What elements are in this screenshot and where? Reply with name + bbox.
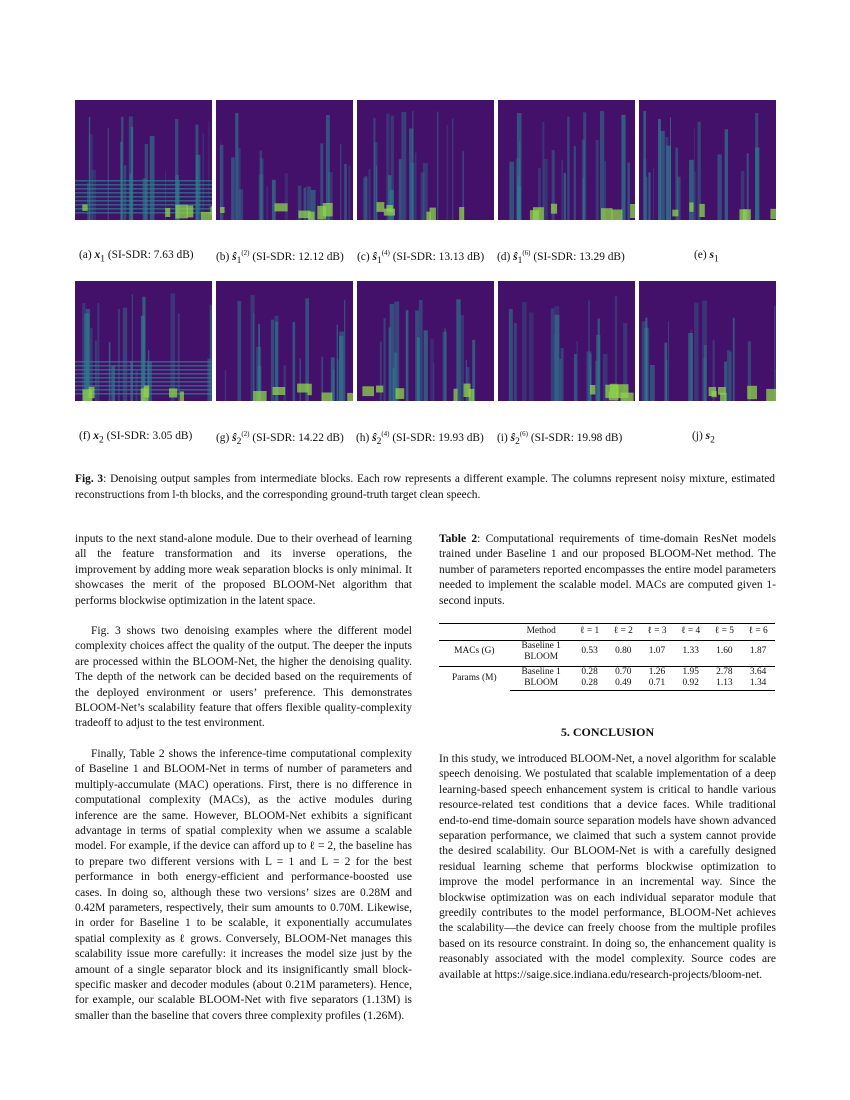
table-cell: 1.07 bbox=[640, 640, 674, 666]
table-header-cell: Method bbox=[526, 626, 556, 637]
spectrogram-texture bbox=[357, 281, 494, 401]
subcaption-h: (h) $ŝ_2^{(4)}$ (SI-SDR: 19.93 dB) bbox=[356, 430, 484, 448]
table-header-row bbox=[439, 624, 775, 641]
spectrogram-texture bbox=[639, 100, 776, 220]
spectrogram-texture bbox=[75, 281, 212, 401]
spectrogram-texture bbox=[498, 100, 635, 220]
table-header-cell: ℓ = 2 bbox=[613, 626, 633, 637]
spectrogram-texture bbox=[75, 100, 212, 220]
spectrogram-texture bbox=[357, 100, 494, 220]
subcaption-b: (b) $ŝ_1^{(2)}$ (SI-SDR: 12.12 dB) bbox=[216, 249, 344, 267]
method-cell: Baseline 1 bbox=[521, 666, 561, 677]
figure-row-1-captions bbox=[75, 249, 775, 265]
figure-row-2 bbox=[75, 281, 775, 401]
table-header-cell: ℓ = 5 bbox=[714, 626, 734, 637]
spectrogram-texture bbox=[216, 281, 353, 401]
subcaption-g: (g) $ŝ_2^{(2)}$ (SI-SDR: 14.22 dB) bbox=[216, 430, 344, 448]
spectrogram-texture bbox=[498, 281, 635, 401]
table-caption-label: Table 2 bbox=[439, 533, 478, 545]
table-cell: 1.95 bbox=[682, 666, 699, 677]
table-cell: 0.53 bbox=[573, 640, 607, 666]
figure-caption-label: Fig. 3 bbox=[75, 473, 104, 485]
right-column bbox=[439, 532, 776, 983]
table-cell: 0.28 bbox=[581, 666, 598, 677]
table-caption-text: : Computational requirements of time-domain ResNet models trained under Baseline 1 and our proposed BLOOM-Net method. The number of parameters reported encompasses the entire model parameters needed to implement the scalable model. MACs are computed given 1-second inputs. bbox=[439, 533, 776, 607]
row-label-params: Params (M) bbox=[452, 672, 497, 683]
table-header-cell: ℓ = 4 bbox=[681, 626, 701, 637]
table-cell: 0.28 bbox=[573, 678, 607, 690]
paragraph-1: inputs to the next stand-alone module. Due to their overhead of learning all the feature transformation and its inverse operations, the improvement by adding more weak separation blocks is only minimal. It showcases the merit of the proposed BLOOM-Net algorithm that performs blockwise optimization in the latent space. bbox=[75, 533, 412, 607]
figure-row-1 bbox=[75, 100, 775, 220]
table-cell: 3.64 bbox=[749, 666, 767, 677]
figure-caption bbox=[75, 471, 775, 503]
table-cell: 0.71 bbox=[640, 678, 674, 690]
spectrogram-a bbox=[75, 100, 212, 220]
table-cell: 1.26 bbox=[648, 666, 666, 677]
spectrogram-b bbox=[216, 100, 353, 220]
figure-caption-text: : Denoising output samples from intermediate blocks. Each row represents a different example. The columns represent noisy mixture, estimated reconstructions from l-th blocks, and the corresponding ground-truth target clean speech. bbox=[75, 473, 775, 501]
table-header-cell: ℓ = 1 bbox=[579, 626, 600, 637]
left-column bbox=[75, 532, 412, 1024]
table-cell: 0.49 bbox=[606, 678, 640, 690]
spectrogram-texture bbox=[216, 100, 353, 220]
spectrogram-j bbox=[639, 281, 776, 401]
spectrogram-e bbox=[639, 100, 776, 220]
table-row-params-baseline bbox=[439, 666, 775, 678]
spectrogram-texture bbox=[639, 281, 776, 401]
subcaption-j: (j) $s_2$ bbox=[692, 430, 715, 446]
subcaption-e: (e) $s_1$ bbox=[694, 249, 719, 265]
table-cell: 1.13 bbox=[708, 678, 742, 690]
paragraph-2: Fig. 3 shows two denoising examples where the different model complexity choices affect the quality of the output. The deeper the inputs are processed within the BLOOM-Net, the higher the denoising quality. The depth of the network can be decided based on the requirements of the deployed environment or users’ preference. This demonstrates BLOOM-Net’s scalability feature that offers flexible quality-complexity tradeoff to adjust to the test environment. bbox=[75, 625, 412, 730]
row-label-macs: MACs (G) bbox=[439, 640, 510, 666]
method-cell: BLOOM bbox=[510, 678, 573, 690]
figure-row-2-captions bbox=[75, 430, 775, 446]
table-cell: 1.60 bbox=[708, 640, 742, 666]
method-cell: Baseline 1 BLOOM bbox=[510, 640, 573, 666]
paragraph-3: Finally, Table 2 shows the inference-time computational complexity of Baseline 1 and BLOOM-Net in terms of number of parameters and multiply-accumulate (MAC) operations. First, there is no difference in computational complexity (MACs), as the active modules during inference are the same. However, BLOOM-Net exhibits a significant advantage in terms of spatial complexity when we assume a scalable model. For example, if the device can afford up to ℓ = 2, the baseline has to prepare two different versions with L = 1 and L = 2 for the best performance in both energy-efficient and performance-boosted use cases. In doing so, although these two versions’ sizes are 0.28M and 0.42M parameters, respectively, their sum amounts to 0.70M. Likewise, in order for Baseline 1 to be scalable, it exponentially accumulates spatial complexity as ℓ grows. Conversely, BLOOM-Net manages this scalability issue more carefully: it increases the model size just by the amount of a single separator block and its insignificantly small block-specific masker and decoder modules (about 0.21M parameters). Hence, for example, our scalable BLOOM-Net with five separators (1.13M) is smaller than the baseline that covers three complexity profiles (1.26M). bbox=[75, 747, 412, 1022]
table-header-cell: ℓ = 3 bbox=[647, 626, 667, 637]
spectrogram-h bbox=[357, 281, 494, 401]
spectrogram-c bbox=[357, 100, 494, 220]
table-cell: 0.92 bbox=[674, 678, 708, 690]
table-cell: 0.70 bbox=[615, 666, 632, 677]
table-cell: 1.34 bbox=[741, 678, 775, 690]
spectrogram-f bbox=[75, 281, 212, 401]
table-cell: 0.80 bbox=[606, 640, 640, 666]
table-cell: 1.33 bbox=[674, 640, 708, 666]
table-row-macs bbox=[439, 640, 775, 666]
conclusion-paragraph: In this study, we introduced BLOOM-Net, a novel algorithm for scalable speech denoising. We postulated that scalable implementation of a deep learning-based speech enhancement system is critical to handle various resource-related test conditions that a device faces. While traditional end-to-end time-domain source separation models have shown advanced separation performance, we claimed that such a system cannot provide the desired scalability. Our BLOOM-Net is with a carefully designed residual learning scheme that performs blockwise optimization to improve the model performance in an incremental way. Since the blockwise optimization was on each individual separator module that greedily contributes to the model performance, BLOOM-Net achieves the scalability—the device can freely choose from the multiple profiles based on its resource constraint. In doing so, the enhancement quality is reasonably associated with the model complexity. Source codes are available at https://saige.sice.indiana.edu/research-projects/bloom-net. bbox=[439, 752, 776, 981]
table-cell: 2.78 bbox=[716, 666, 733, 677]
table-header-cell bbox=[439, 624, 510, 641]
spectrogram-i bbox=[498, 281, 635, 401]
subcaption-f: (f) $x_2$ (SI-SDR: 3.05 dB) bbox=[79, 430, 193, 446]
subcaption-i: (i) $ŝ_2^{(6)}$ (SI-SDR: 19.98 dB) bbox=[497, 430, 623, 448]
subcaption-d: (d) $ŝ_1^{(6)}$ (SI-SDR: 13.29 dB) bbox=[497, 249, 625, 267]
spectrogram-g bbox=[216, 281, 353, 401]
spectrogram-d bbox=[498, 100, 635, 220]
table-cell: 1.87 bbox=[741, 640, 775, 666]
subcaption-a: (a) $x_1$ (SI-SDR: 7.63 dB) bbox=[79, 249, 194, 265]
subcaption-c: (c) $ŝ_1^{(4)}$ (SI-SDR: 13.13 dB) bbox=[357, 249, 485, 267]
table-header-cell: ℓ = 6 bbox=[748, 626, 768, 637]
table-caption bbox=[439, 532, 776, 609]
complexity-table bbox=[439, 623, 775, 691]
section-title-conclusion: 5. CONCLUSION bbox=[560, 724, 655, 739]
